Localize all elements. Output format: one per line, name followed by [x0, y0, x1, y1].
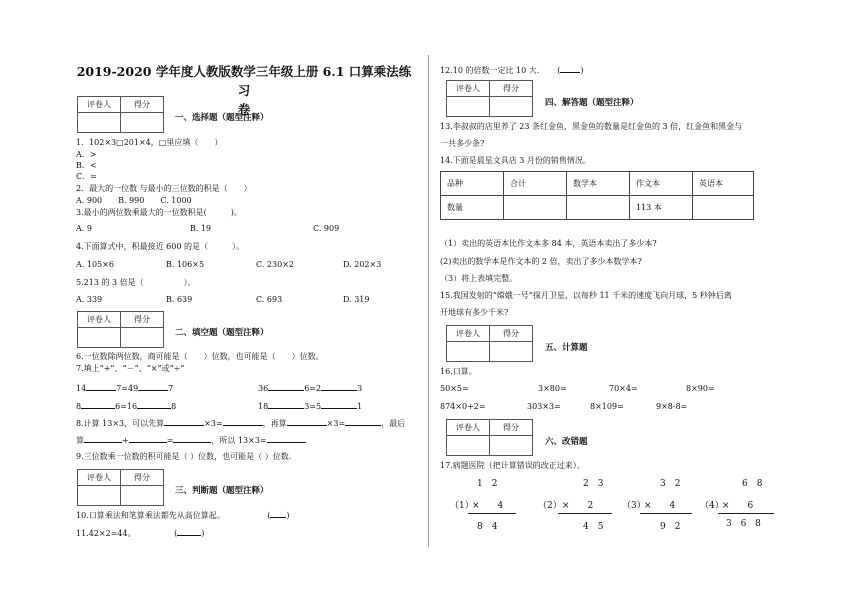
q7-num: 6=16 — [115, 402, 138, 411]
table-header: 数学本 — [567, 172, 630, 196]
q7-row1-right — [258, 381, 362, 393]
grader-cell[interactable] — [447, 436, 490, 456]
oral-calc-item: 8×109= — [590, 402, 624, 411]
mult-result: 4 5 — [583, 522, 604, 532]
q8-blank[interactable] — [129, 433, 167, 443]
q8-blank[interactable] — [84, 433, 122, 443]
q7-stem: 7.填上“+”、“－”、“×”或“÷” — [76, 364, 185, 373]
q3-option-c: C. 909 — [313, 224, 340, 233]
q5-option-c: C. 693 — [256, 295, 283, 304]
q8-text: + — [122, 436, 129, 445]
q7-num: 6=2 — [304, 384, 322, 393]
q2-options: A. 900 B. 990 C. 1000 — [76, 196, 192, 205]
table-cell[interactable] — [567, 196, 630, 220]
q14-stem: 14.下面是晨星文具店 3 月份的销售情况。 — [440, 156, 591, 165]
q5-option-d: D. 319 — [343, 295, 370, 304]
section-heading-2: 二、填空题（题型注释） — [175, 328, 269, 338]
q7-blank[interactable] — [321, 381, 357, 391]
q14-sub-2: (2)卖出的数学本是作文本的 2 倍，卖出了多少本数学本? — [440, 257, 642, 266]
q7-row2-right — [258, 399, 362, 411]
q10-answer[interactable] — [270, 508, 286, 518]
oral-calc-item: 3×80= — [538, 384, 567, 393]
grader-cell[interactable] — [78, 328, 121, 348]
q4-option-c: C. 230×2 — [256, 260, 294, 269]
mult-top: 2 3 — [583, 479, 604, 489]
q7-num: 3 — [357, 384, 363, 393]
q8-text: ×3= — [326, 419, 346, 428]
table-cell[interactable] — [504, 196, 567, 220]
score-label: 得分 — [121, 312, 164, 328]
table-header: 合计 — [504, 172, 567, 196]
grader-label: 评卷人 — [447, 420, 490, 436]
q13-line2: 一共多少条? — [440, 139, 485, 148]
q8-text: 8.计算 13×3，可以先算 — [76, 419, 165, 428]
q8-text: . — [304, 436, 308, 445]
q8-blank[interactable] — [287, 416, 327, 426]
q7-num: 7=49 — [116, 384, 139, 393]
table-cell[interactable] — [693, 196, 754, 220]
grader-label: 评卷人 — [78, 470, 121, 486]
title-line-2: 卷 — [237, 102, 251, 117]
q4-option-b: B. 106×5 — [166, 260, 205, 269]
q8-text: = — [166, 436, 174, 445]
q7-num: 14 — [76, 384, 87, 393]
q5-option-b: B. 639 — [166, 295, 193, 304]
q10-text: 10.口算乘法和笔算乘法都先从高位算起。 — [76, 511, 225, 520]
q5-stem: 5.213 的 3 倍是（ ）。 — [76, 278, 196, 287]
q6-stem: 6.一位数除两位数，商可能是（ ）位数，也可能是（ ）位数。 — [76, 352, 324, 361]
q7-blank[interactable] — [268, 399, 304, 409]
table-header: 品种 — [441, 172, 504, 196]
q7-num: 3=5 — [304, 402, 322, 411]
grader-label: 评卷人 — [447, 326, 490, 342]
q7-num: 18 — [258, 402, 269, 411]
score-label: 得分 — [490, 81, 533, 97]
q7-blank[interactable] — [86, 381, 116, 391]
score-cell[interactable] — [121, 328, 164, 348]
q17-stem: 17.病题医院（把计算错误的改正过来）。 — [440, 461, 585, 470]
q8-blank[interactable] — [267, 433, 305, 443]
q7-row2-left — [76, 399, 176, 411]
score-label: 得分 — [121, 470, 164, 486]
mult-problem-3 — [622, 476, 702, 536]
grader-cell[interactable] — [78, 113, 121, 133]
oral-calc-item: 50×5= — [440, 384, 469, 393]
q1-option-c: C．= — [76, 172, 97, 181]
q9-stem: 9.三位数乘一位数的积可能是（ ）位数，也可能是（ ）位数. — [76, 452, 292, 461]
q5-option-a: A. 339 — [76, 295, 103, 304]
grader-label: 评卷人 — [447, 81, 490, 97]
mult-label: （3） — [622, 501, 646, 511]
mult-result: 3 6 8 — [726, 519, 764, 529]
mult-bar — [640, 513, 692, 514]
q3-stem: 3.最小的两位数乘最大的一位数积是( )。 — [76, 208, 242, 217]
table-row — [441, 196, 754, 220]
q11-text: 11.42×2=44。 — [76, 529, 136, 538]
oral-calc-item: 303×3= — [527, 402, 561, 411]
mult-bar — [558, 513, 612, 514]
q1-stem: 1．102×3□201×4，□里应填（ ） — [76, 138, 223, 147]
mult-problem-4 — [700, 476, 780, 536]
q2-stem: 2．最大的一位数 与最小的三位数的积是（ ） — [76, 184, 252, 193]
table-header: 作文本 — [630, 172, 693, 196]
table-header: 英语本 — [693, 172, 754, 196]
q11-answer[interactable] — [177, 526, 201, 536]
section-heading-3: 三、判断题（题型注释） — [175, 486, 269, 496]
q7-num: 7 — [168, 384, 174, 393]
q10-stem: 10.口算乘法和笔算乘法都先从高位算起。 ( ) — [76, 508, 290, 521]
score-label: 得分 — [490, 420, 533, 436]
q7-blank[interactable] — [81, 399, 115, 409]
q7-blank[interactable] — [268, 381, 304, 391]
table-row-label: 数量 — [441, 196, 504, 220]
title-line-1: 2019-2020 学年度人教版数学三年级上册 6.1 口算乘法练习 — [76, 64, 412, 98]
q7-num: 1 — [357, 402, 363, 411]
q7-num: 36 — [258, 384, 269, 393]
mult-multiplier: × 6 — [722, 501, 754, 511]
q7-num: 8 — [171, 402, 177, 411]
oral-calc-item: 874×0+2= — [440, 402, 486, 411]
q7-row1-left — [76, 381, 173, 393]
q4-stem: 4.下面算式中，积最接近 600 的是（ ）。 — [76, 242, 244, 251]
mult-bar — [468, 513, 516, 514]
q15-line1: 15.我国发射的“嫦娥一号”探月卫星，以每秒 11 千米的速度飞向月球，5 秒钟后离 — [440, 291, 732, 300]
q16-stem: 16.口算。 — [440, 367, 477, 376]
mult-problem-2 — [538, 476, 618, 536]
q3-option-a: A. 9 — [76, 224, 92, 233]
grader-label: 评卷人 — [78, 97, 121, 113]
q3-option-b: B. 19 — [190, 224, 212, 233]
sales-table — [440, 171, 754, 220]
score-box-3 — [77, 469, 164, 506]
q8-text: 算 — [76, 436, 84, 445]
score-box-4 — [446, 80, 533, 117]
mult-result: 9 2 — [660, 522, 681, 532]
q8-blank[interactable] — [223, 416, 263, 426]
score-box-2 — [77, 311, 164, 348]
section-heading-4: 四、解答题（题型注释） — [545, 98, 639, 108]
mult-bar — [718, 513, 774, 514]
q4-option-d: D. 202×3 — [343, 260, 382, 269]
score-label: 得分 — [121, 97, 164, 113]
q13-line1: 13.李叔叔的店里养了 23 条红金鱼，黑金鱼的数量是红金鱼的 3 倍，红金鱼和黑金与 — [440, 122, 743, 131]
grader-cell[interactable] — [447, 97, 490, 117]
table-row — [441, 172, 754, 196]
score-cell[interactable] — [121, 113, 164, 133]
score-cell[interactable] — [490, 342, 533, 362]
section-heading-6: 六、改错题 — [545, 437, 588, 447]
q4-option-a: A. 105×6 — [76, 260, 114, 269]
oral-calc-item: 8×90= — [686, 384, 715, 393]
q8-line1 — [76, 416, 405, 429]
grader-cell[interactable] — [78, 486, 121, 506]
q7-blank[interactable] — [321, 399, 357, 409]
q1-option-b: B．< — [76, 161, 97, 170]
score-box-1 — [77, 96, 164, 133]
section-heading-5: 五、计算题 — [545, 343, 588, 353]
mult-top: 6 8 — [742, 479, 763, 489]
mult-multiplier: × 2 — [562, 501, 594, 511]
q7-num: 8 — [76, 402, 82, 411]
score-cell[interactable] — [121, 486, 164, 506]
q8-text: ，最后 — [381, 419, 406, 428]
q12-stem: 12.10 的倍数一定比 10 大． ( ) — [440, 63, 584, 76]
q8-text: ，所以 13×3= — [211, 436, 267, 445]
score-cell[interactable] — [490, 97, 533, 117]
q8-text: ×3= — [204, 419, 223, 428]
mult-top: 1 2 — [477, 479, 498, 489]
mult-problem-1 — [450, 476, 530, 536]
q12-answer[interactable] — [560, 63, 580, 73]
q14-sub-1: （1）卖出的英语本比作文本多 84 本，英语本卖出了多少本? — [440, 239, 657, 248]
q8-blank[interactable] — [345, 416, 381, 426]
column-divider — [428, 55, 429, 547]
q1-option-a: A．> — [76, 150, 97, 159]
q7-blank[interactable] — [137, 399, 171, 409]
table-cell: 113 本 — [630, 196, 693, 220]
mult-multiplier: × 4 — [644, 501, 676, 511]
mult-multiplier: × 4 — [472, 501, 504, 511]
score-box-5 — [446, 325, 533, 362]
q8-blank[interactable] — [164, 416, 204, 426]
oral-calc-item: 70×4= — [609, 384, 638, 393]
grader-cell[interactable] — [447, 342, 490, 362]
score-label: 得分 — [490, 326, 533, 342]
q8-line2 — [76, 433, 307, 446]
q7-blank[interactable] — [138, 381, 168, 391]
q15-line2: 开地球有多少千米? — [440, 308, 509, 317]
q8-blank[interactable] — [173, 433, 211, 443]
q11-stem: 11.42×2=44。 ( ) — [76, 526, 204, 539]
mult-label: （1） — [450, 501, 474, 511]
oral-calc-item: 9×8-8= — [656, 402, 688, 411]
mult-label: （2） — [538, 501, 562, 511]
score-box-6 — [446, 419, 533, 456]
section-heading-1: 一、选择题（题型注释） — [175, 113, 269, 123]
mult-top: 3 2 — [660, 479, 681, 489]
mult-label: （4） — [700, 501, 724, 511]
q8-text: ，再算 — [262, 419, 287, 428]
score-cell[interactable] — [490, 436, 533, 456]
grader-label: 评卷人 — [78, 312, 121, 328]
q12-text: 12.10 的倍数一定比 10 大． — [440, 66, 545, 75]
q14-sub-3: （3）将上表填完整。 — [440, 274, 518, 283]
mult-result: 8 4 — [477, 522, 498, 532]
